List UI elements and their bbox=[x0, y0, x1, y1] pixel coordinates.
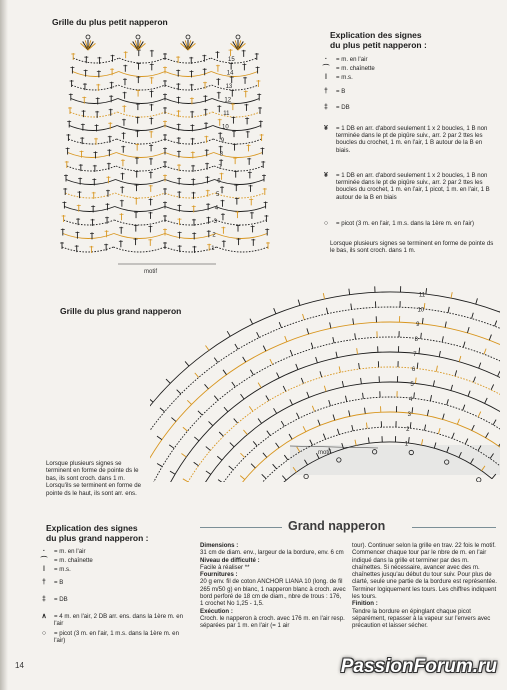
stitch-mark bbox=[337, 429, 339, 435]
small-legend-item-b: † = B bbox=[316, 88, 496, 95]
execution-text: Croch. le napperon à croch. avec 176 m. en l'air resp. séparées par 1 m. en l'air (= 1 air bbox=[200, 614, 345, 630]
picot-mark bbox=[372, 450, 376, 454]
stitch-mark bbox=[241, 394, 245, 399]
stitch-mark bbox=[209, 421, 213, 425]
stitch-mark bbox=[351, 304, 352, 310]
row-number: 5 bbox=[216, 192, 220, 198]
row-number: 1 bbox=[404, 441, 409, 448]
stitch-mark bbox=[263, 346, 266, 351]
row-number: 14 bbox=[226, 70, 234, 77]
stitch-mark bbox=[296, 364, 298, 370]
stitch-mark bbox=[486, 433, 489, 438]
stitch-mark bbox=[355, 333, 356, 339]
stitch-mark bbox=[472, 425, 475, 430]
stitch-mark bbox=[368, 437, 369, 443]
stitch-mark bbox=[333, 414, 335, 420]
stitch-mark bbox=[307, 392, 309, 398]
stitch-mark bbox=[366, 423, 367, 429]
stitch-mark bbox=[283, 386, 286, 391]
stitch-mark bbox=[243, 430, 247, 435]
stitch-mark bbox=[316, 357, 318, 363]
large-diagram-row-numbers bbox=[405, 292, 426, 447]
row-number: 9 bbox=[416, 322, 420, 329]
row-number: 7 bbox=[413, 352, 417, 359]
stitch-mark bbox=[409, 437, 410, 443]
row-number: 4 bbox=[214, 205, 219, 212]
stitch-mark bbox=[336, 352, 337, 358]
stitch-mark bbox=[187, 400, 191, 404]
stitch-mark bbox=[320, 371, 322, 377]
stitch-mark bbox=[463, 342, 465, 348]
stitch-mark bbox=[171, 418, 176, 422]
stitch-mark bbox=[257, 332, 260, 337]
stitch-mark bbox=[468, 391, 470, 397]
stitch-mark bbox=[258, 383, 261, 388]
stitch-mark bbox=[297, 447, 300, 452]
stitch-mark bbox=[310, 440, 313, 445]
stitch-mark bbox=[436, 366, 437, 372]
stitch-mark bbox=[324, 386, 326, 392]
page-number: 14 bbox=[15, 661, 24, 670]
stitch-mark bbox=[412, 407, 413, 413]
stitch-mark bbox=[166, 379, 170, 383]
stitch-mark bbox=[359, 363, 360, 369]
stitch-mark bbox=[414, 392, 415, 398]
stitch-mark bbox=[279, 322, 281, 328]
stitch-mark bbox=[326, 308, 327, 314]
picot-mark bbox=[477, 478, 481, 482]
chain-stitch-icon: · bbox=[42, 548, 46, 555]
picot-icon: ○ bbox=[323, 220, 329, 227]
stitch-mark bbox=[312, 406, 314, 412]
row-number: 8 bbox=[219, 151, 223, 158]
stitch-mark bbox=[262, 474, 266, 478]
stitch-mark bbox=[273, 464, 277, 469]
row-number: 1 bbox=[211, 246, 215, 252]
crossed-stitch-icon: ¥ bbox=[324, 125, 328, 132]
stitch-mark bbox=[274, 308, 276, 314]
diagram-row-arc bbox=[172, 382, 500, 482]
stitch-mark bbox=[169, 445, 174, 448]
stitch-mark bbox=[415, 378, 416, 384]
stitch-mark bbox=[493, 420, 496, 425]
stitch-mark bbox=[224, 407, 228, 412]
stitch-mark bbox=[318, 420, 320, 426]
row-number: 6 bbox=[217, 178, 221, 185]
stitch-mark bbox=[251, 464, 255, 468]
stitch-mark bbox=[250, 319, 253, 324]
stitch-mark bbox=[274, 408, 277, 413]
stitch-mark bbox=[323, 434, 325, 440]
dimensions-text: 31 cm de diam. env., largeur de la bordure, env. 6 cm bbox=[200, 549, 344, 557]
article-column-2 bbox=[352, 542, 498, 630]
large-legend-item-db: ‡ = DB bbox=[34, 596, 184, 603]
small-legend-item-slip: ⌒ = m. chaînette bbox=[316, 65, 496, 72]
row-number: 11 bbox=[418, 292, 426, 299]
small-legend-item-chain: · = m. en l'air bbox=[316, 56, 496, 63]
stitch-mark bbox=[357, 348, 358, 354]
single-crochet-icon: ǀ bbox=[325, 74, 327, 81]
small-crochet-diagram bbox=[40, 28, 290, 278]
small-legend-item-db: ‡ = DB bbox=[316, 104, 496, 111]
treble-icon: † bbox=[42, 579, 46, 586]
stitch-mark bbox=[183, 427, 188, 431]
row-number: 5 bbox=[410, 381, 414, 388]
picot-mark bbox=[136, 35, 140, 39]
stitch-mark bbox=[219, 432, 223, 436]
single-crochet-icon: ǀ bbox=[43, 566, 45, 573]
stitch-mark bbox=[195, 373, 199, 378]
stitch-mark bbox=[223, 370, 227, 375]
stitch-mark bbox=[157, 436, 162, 439]
large-legend-title-1: Explication des signes bbox=[46, 523, 138, 533]
row-number: 6 bbox=[411, 367, 416, 374]
stitch-mark bbox=[459, 452, 462, 457]
large-grid-title: Grille du plus grand napperon bbox=[60, 306, 182, 316]
stitch-mark bbox=[218, 480, 223, 482]
execution-text-continued: tour). Continuer selon la grille en trav. 22 fois le motif. Commencer chaque tour par le nbre de m. en l'air indiqué dans la grille et terminer par des m. chaînettes. Si nécessaire, avancer avec des m. chaînettes jusqu'au début du tour suiv. Pour plus de clarté, seule une partie de la bordure est représentée. Terminer logiquement les tours. Les chiffres indiquent les tours. bbox=[352, 542, 497, 601]
stitch-mark bbox=[258, 419, 262, 424]
stitch-mark bbox=[177, 390, 181, 394]
stitch-mark bbox=[472, 313, 474, 319]
stitch-mark bbox=[364, 408, 365, 414]
article-title-rule-left bbox=[200, 527, 282, 528]
stitch-mark bbox=[451, 292, 452, 298]
stitch-mark bbox=[467, 327, 469, 333]
treble-icon: † bbox=[324, 88, 328, 95]
stitch-mark bbox=[476, 298, 478, 304]
diagram-row-arc bbox=[216, 427, 500, 482]
stitch-mark bbox=[289, 434, 292, 439]
stitch-mark bbox=[352, 425, 353, 431]
diagram-row-arc bbox=[157, 367, 500, 482]
stitch-mark bbox=[290, 350, 292, 356]
stitch-mark bbox=[240, 476, 245, 480]
stitch-mark bbox=[253, 441, 257, 446]
execution-label: Exécution : bbox=[200, 607, 233, 615]
stitch-mark bbox=[205, 384, 209, 389]
stitch-mark bbox=[181, 454, 186, 457]
stitch-mark bbox=[463, 405, 465, 411]
stitch-mark bbox=[206, 447, 211, 451]
supplies-label: Fournitures : bbox=[200, 571, 238, 579]
stitch-mark bbox=[445, 322, 446, 328]
stitch-mark bbox=[339, 366, 340, 372]
stitch-mark bbox=[361, 378, 362, 384]
picot-mark bbox=[337, 458, 341, 462]
large-motif-bracket bbox=[290, 446, 378, 448]
diagram-row-arc bbox=[187, 397, 500, 482]
stitch-mark bbox=[433, 380, 434, 386]
stitch-mark bbox=[267, 431, 271, 436]
crossed-picot-stitch-icon: ¥ bbox=[324, 172, 328, 179]
stitch-mark bbox=[455, 370, 457, 376]
stitch-mark bbox=[424, 303, 425, 309]
row-number: 3 bbox=[407, 411, 411, 418]
stitch-mark bbox=[284, 455, 288, 460]
dimensions-label: Dimensions : bbox=[200, 542, 239, 549]
supplies-text: 20 g env. fil de coton ANCHOR LIANA 10 (long. de fil 265 m/50 g) en blanc, 1 napperon blanc à croch. avec bord perforé de 18 cm de diam., nbre de trous : 176, 1 crochet No 1,25 - 1,5. bbox=[200, 578, 346, 608]
stitch-mark bbox=[198, 411, 202, 415]
stitch-mark bbox=[459, 356, 461, 362]
stitch-mark bbox=[205, 345, 209, 350]
stitch-mark bbox=[498, 371, 500, 376]
stitch-mark bbox=[276, 443, 280, 448]
double-treble-icon: ‡ bbox=[324, 104, 328, 111]
slip-stitch-icon: ⌒ bbox=[322, 65, 330, 72]
stitch-mark bbox=[451, 385, 453, 391]
stitch-mark bbox=[470, 459, 473, 464]
stitch-mark bbox=[438, 428, 440, 434]
row-number: 8 bbox=[414, 337, 419, 344]
stitch-mark bbox=[270, 359, 273, 364]
stitch-mark bbox=[227, 331, 230, 336]
stitch-mark bbox=[349, 410, 350, 416]
row-number: 13 bbox=[225, 84, 233, 90]
stitch-mark bbox=[349, 289, 350, 295]
chain-stitch-icon: · bbox=[324, 56, 328, 63]
stitch-mark bbox=[417, 363, 418, 369]
picot-icon: ○ bbox=[41, 630, 47, 637]
stitch-mark bbox=[457, 419, 459, 425]
stitch-mark bbox=[430, 395, 431, 401]
stitch-mark bbox=[232, 382, 236, 387]
stitch-mark bbox=[214, 396, 218, 401]
stitch-mark bbox=[282, 476, 286, 481]
stitch-mark bbox=[150, 398, 153, 402]
picot-mark bbox=[444, 460, 448, 464]
picot-mark bbox=[236, 35, 240, 39]
stitch-mark bbox=[443, 414, 445, 420]
stitch-mark bbox=[304, 460, 307, 465]
stitch-mark bbox=[214, 358, 218, 363]
stitch-mark bbox=[345, 396, 346, 402]
stitch-mark bbox=[465, 439, 468, 444]
row-number: 7 bbox=[218, 165, 222, 171]
stitch-mark bbox=[234, 419, 238, 424]
row-number: 3 bbox=[213, 219, 217, 225]
small-grid-title: Grille du plus petit napperon bbox=[52, 17, 168, 27]
picot-mark bbox=[86, 35, 90, 39]
row-number: 2 bbox=[406, 426, 410, 433]
stitch-mark bbox=[363, 393, 364, 399]
slip-stitch-icon: ⌒ bbox=[40, 557, 48, 564]
stitch-mark bbox=[229, 466, 234, 470]
stitch-mark bbox=[249, 406, 253, 411]
stitch-mark bbox=[263, 453, 267, 458]
stitch-mark bbox=[323, 293, 324, 299]
page-gutter-shadow bbox=[0, 0, 8, 690]
stitch-mark bbox=[160, 408, 165, 412]
stitch-mark bbox=[194, 462, 199, 465]
stitch-mark bbox=[419, 348, 420, 354]
stitch-mark bbox=[355, 440, 356, 446]
large-legend-item-slip: ⌒ = m. chaînette bbox=[34, 557, 184, 564]
stitch-mark bbox=[235, 344, 238, 349]
large-legend-item-b: † = B bbox=[34, 579, 184, 586]
row-number: 9 bbox=[220, 138, 225, 144]
stitch-mark bbox=[490, 454, 493, 459]
stitch-mark bbox=[307, 328, 309, 334]
stitch-mark bbox=[473, 377, 475, 383]
large-legend-item-chain: · = m. en l'air bbox=[34, 548, 184, 555]
stitch-mark bbox=[298, 300, 300, 306]
stitch-mark bbox=[478, 412, 481, 417]
stitch-mark bbox=[342, 381, 343, 387]
stitch-mark bbox=[491, 384, 494, 389]
small-diagram-stitches bbox=[60, 35, 270, 253]
stitch-mark bbox=[293, 467, 297, 472]
row-number: 2 bbox=[212, 232, 216, 239]
stitch-mark bbox=[499, 441, 500, 446]
stitch-mark bbox=[484, 349, 486, 355]
stitch-mark bbox=[427, 410, 428, 416]
stitch-mark bbox=[266, 395, 269, 400]
stitch-mark bbox=[303, 426, 306, 431]
stitch-mark bbox=[479, 363, 481, 369]
large-legend-item-picot: ○ = picot (3 m. en l'air, 1 m.s. dans la 1ère m. en l'air) bbox=[34, 630, 184, 644]
article-title-rule-right bbox=[412, 527, 496, 528]
stitch-mark bbox=[303, 314, 305, 320]
stitch-mark bbox=[422, 318, 423, 324]
stitch-mark bbox=[485, 398, 488, 403]
stitch-mark bbox=[250, 370, 253, 375]
stitch-mark bbox=[489, 335, 491, 341]
stitch-mark bbox=[447, 399, 449, 405]
double-treble-icon: ‡ bbox=[42, 596, 46, 603]
difficulty-label: Niveau de difficulté : bbox=[200, 556, 260, 564]
row-number: 15 bbox=[228, 57, 235, 63]
stitch-mark bbox=[495, 321, 497, 327]
stitch-mark bbox=[426, 288, 427, 294]
stitch-mark bbox=[330, 322, 331, 328]
stitch-mark bbox=[243, 357, 246, 362]
stitch-mark bbox=[329, 400, 331, 406]
small-legend-note: Lorsque plusieurs signes se terminent en forme de pointe ds le bas, ils sont croch. dans 1 m. bbox=[330, 240, 494, 255]
stitch-mark bbox=[157, 463, 162, 466]
stitch-mark bbox=[478, 446, 481, 451]
small-legend-item-cross-picot: ¥ = 1 DB en arr. d'abord seulement 1 x 2 boucles, 1 B non terminée dans le pt de piqûre suiv., arr. 2 par 2 ttes les boucles du crochet, 1 m. en l'air, 1 picot, 1 m. en l'air, 1 B autour de la B en biais bbox=[316, 172, 496, 201]
stitch-mark bbox=[442, 336, 443, 342]
picot-mark bbox=[186, 35, 190, 39]
article-title: Grand napperon bbox=[288, 519, 386, 533]
row-number: 4 bbox=[409, 396, 413, 403]
stitch-mark bbox=[281, 421, 284, 426]
small-legend-item-cross: ¥ = 1 DB en arr. d'abord seulement 1 x 2 boucles, 1 B non terminée dans le pt de piqûre suiv., arr. 2 par 2 ttes les boucles du crochet, 1 m. en l'air, 1 B autour de la B en biais. bbox=[316, 125, 496, 154]
stitch-mark bbox=[240, 453, 244, 457]
diagram-row-arc bbox=[150, 352, 500, 482]
stitch-mark bbox=[421, 439, 422, 445]
stitch-mark bbox=[194, 437, 199, 441]
small-legend-title-1: Explication des signes bbox=[330, 30, 422, 40]
article-column-1 bbox=[200, 542, 346, 630]
stitch-mark bbox=[183, 479, 188, 482]
stitch-mark bbox=[410, 422, 411, 428]
large-legend-item-cluster: ∧ = 4 m. en l'air, 2 DB arr. ens. dans la 1ère m. en l'air bbox=[34, 613, 184, 627]
stitch-mark bbox=[230, 443, 234, 447]
row-number: 10 bbox=[222, 124, 229, 131]
stitch-mark bbox=[492, 474, 496, 479]
small-legend-item-picot: ○ = picot (3 m. en l'air, 1 m.s. dans la 1ère m. en l'air) bbox=[316, 220, 496, 227]
stitch-mark bbox=[206, 471, 211, 474]
stitch-mark bbox=[277, 373, 280, 378]
stitch-mark bbox=[296, 413, 299, 418]
watermark: PassionForum.ru bbox=[340, 656, 497, 677]
row-number: 12 bbox=[224, 97, 232, 104]
small-legend-item-sc: ǀ = m.s. bbox=[316, 74, 496, 81]
finishing-label: Finition : bbox=[352, 600, 378, 608]
stitch-mark bbox=[448, 307, 449, 313]
picot-mark bbox=[304, 474, 308, 478]
stitch-mark bbox=[185, 361, 189, 366]
stitch-mark bbox=[285, 336, 287, 342]
row-number: 11 bbox=[223, 111, 230, 117]
difficulty-text: Facile à réaliser ** bbox=[200, 563, 250, 571]
stitch-mark bbox=[290, 399, 293, 404]
stitch-mark bbox=[434, 442, 436, 448]
stitch-mark bbox=[170, 471, 175, 474]
picot-mark bbox=[409, 450, 413, 454]
row-number: 10 bbox=[417, 307, 425, 314]
stitch-mark bbox=[301, 378, 303, 384]
large-legend-item-sc: ǀ = m.s. bbox=[34, 566, 184, 573]
large-crochet-diagram bbox=[150, 272, 500, 482]
large-grid-note: Lorsque plusieurs signes se terminent en forme de pointe ds le bas, ils sont croch. dans 1 m. Lorsqu'ils se terminent en forme de pointe ds le haut, ils sont arr. ens. bbox=[46, 460, 141, 497]
finishing-text: Tendre la bordure en épinglant chaque picot séparément, repasser à la vapeur sur l'envers avec précaution et laisser sécher. bbox=[352, 607, 491, 630]
stitch-mark bbox=[421, 333, 422, 339]
stitch-mark bbox=[217, 456, 222, 460]
stitch-mark bbox=[447, 447, 449, 453]
small-legend-title-2: du plus petit napperon : bbox=[330, 40, 427, 50]
large-legend-title-2: du plus grand napperon : bbox=[46, 533, 149, 543]
stitch-mark bbox=[311, 343, 313, 349]
diagram-row-arc bbox=[231, 442, 492, 482]
small-motif-label: motif bbox=[144, 269, 158, 275]
stitch-mark bbox=[424, 425, 425, 431]
stitch-mark bbox=[333, 337, 334, 343]
stitch-mark bbox=[482, 466, 485, 471]
stitch-mark bbox=[353, 318, 354, 324]
large-motif-label: motif bbox=[318, 450, 332, 456]
stitch-mark bbox=[342, 443, 344, 449]
stitch-mark bbox=[452, 433, 454, 439]
stitch-mark bbox=[439, 351, 440, 357]
cluster-stitch-icon: ∧ bbox=[41, 613, 47, 620]
